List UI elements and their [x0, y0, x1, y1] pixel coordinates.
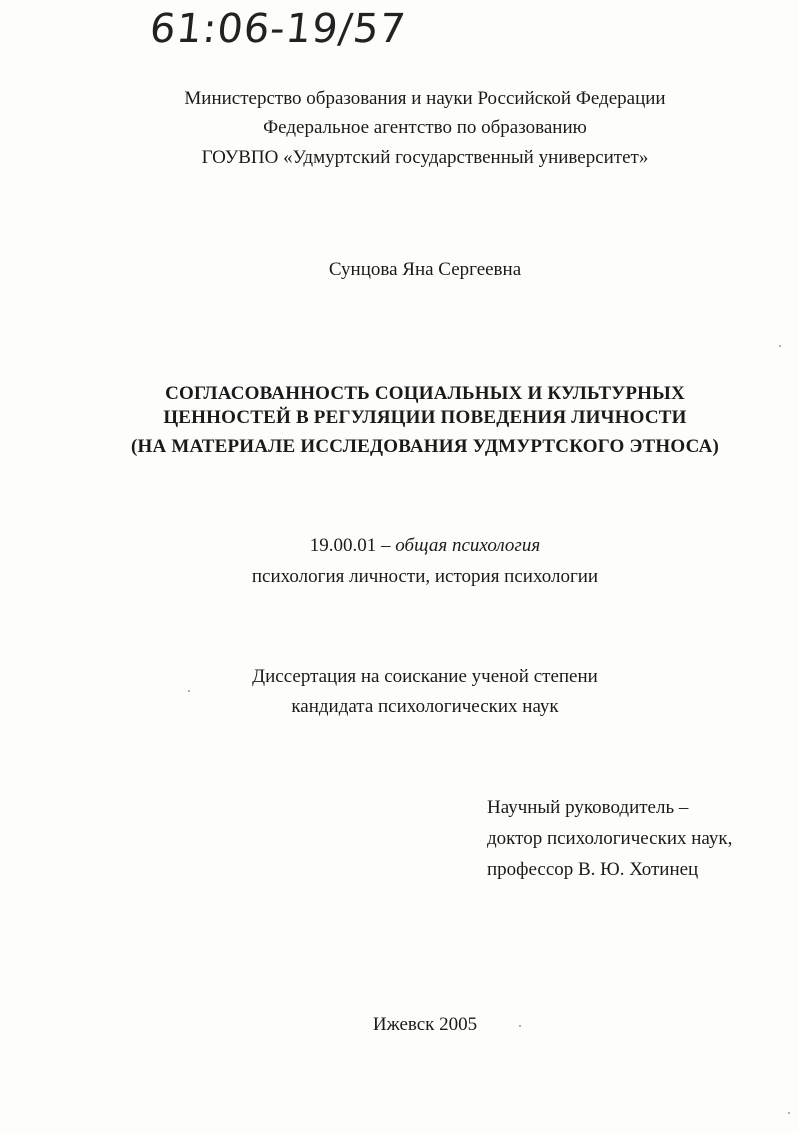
agency-line: Федеральное агентство по образованию: [263, 117, 587, 138]
title-line-2: ЦЕННОСТЕЙ В РЕГУЛЯЦИИ ПОВЕДЕНИЯ ЛИЧНОСТИ: [163, 407, 687, 428]
degree-line-1: Диссертация на соискание ученой степени: [252, 666, 598, 687]
specialty-name: общая психология: [395, 535, 541, 556]
specialty-code: 19.00.01 –: [309, 535, 396, 556]
university-line: ГОУВПО «Удмуртский государственный университет»: [201, 147, 649, 168]
handwritten-archive-code: [147, 6, 410, 76]
title-line-3: (НА МАТЕРИАЛЕ ИССЛЕДОВАНИЯ УДМУРТСКОГО ЭТНОСА): [130, 436, 720, 457]
specialty-line: [26, 535, 798, 557]
archive-code-text: 61:06-19/57: [147, 6, 409, 52]
scan-speck: [788, 1112, 790, 1114]
scan-speck: [779, 345, 781, 347]
supervisor-line-2: доктор психологических наук,: [487, 828, 733, 849]
ministry-line: Министерство образования и науки Российской Федерации: [184, 88, 666, 109]
scan-speck: [519, 1025, 521, 1027]
scan-speck: [188, 690, 190, 692]
supervisor-line-3: профессор В. Ю. Хотинец: [487, 859, 699, 880]
specialty-subfields: психология личности, история психологии: [251, 566, 599, 587]
author-name: Сунцова Яна Сергеевна: [328, 259, 522, 280]
title-line-1: СОГЛАСОВАННОСТЬ СОЦИАЛЬНЫХ И КУЛЬТУРНЫХ: [165, 383, 685, 404]
degree-line-2: кандидата психологических наук: [291, 696, 559, 717]
city-year: Ижевск 2005: [372, 1014, 478, 1035]
supervisor-line-1: Научный руководитель –: [487, 797, 689, 818]
